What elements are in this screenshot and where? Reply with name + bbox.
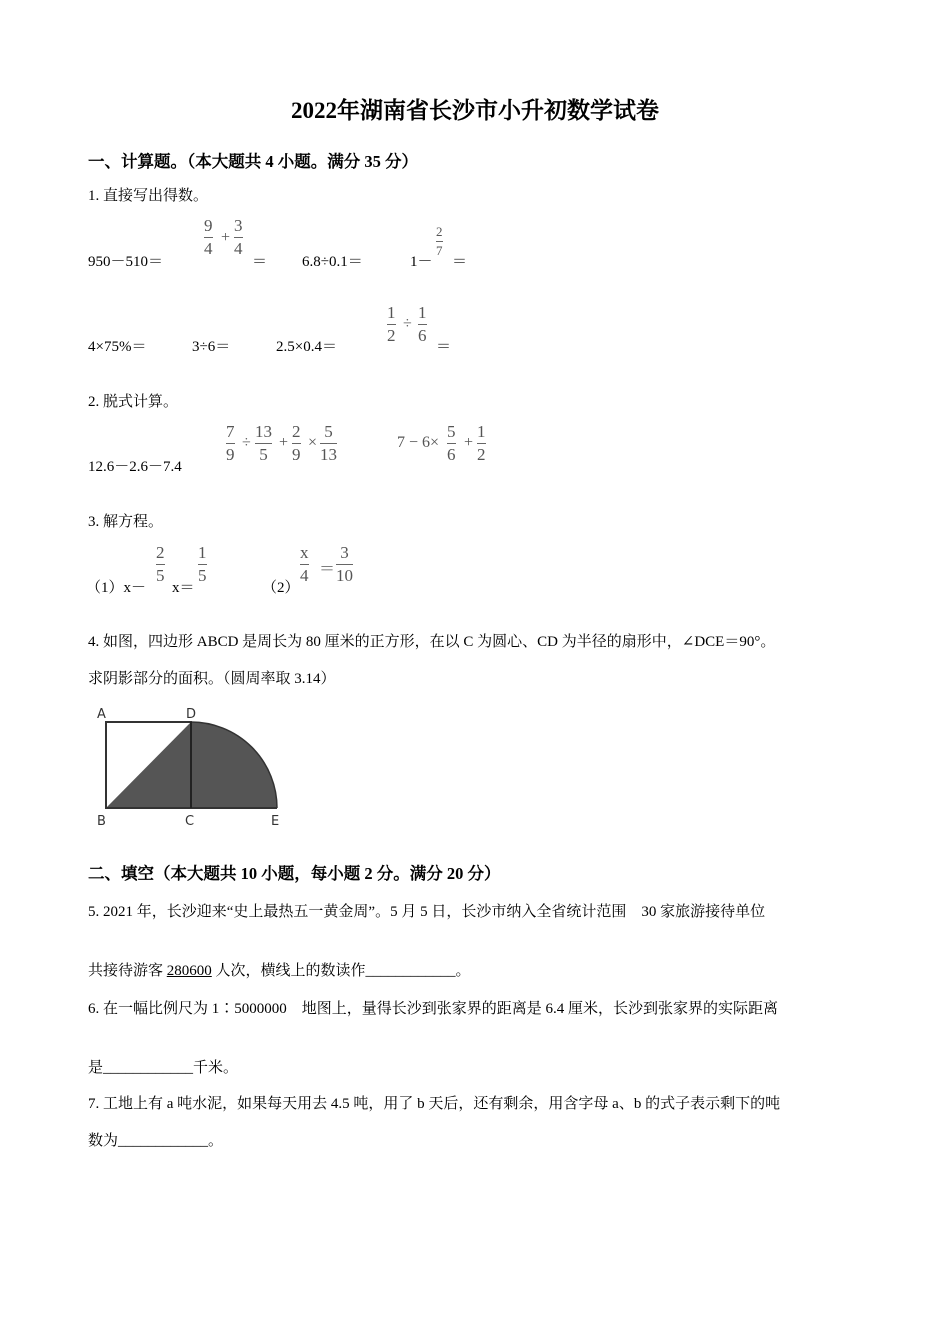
plus-operator: + <box>221 229 231 246</box>
question-6-line-2: 是____________千米。 <box>88 1060 239 1076</box>
fraction-13-5: 13 5 <box>255 422 272 464</box>
page-title: 2022年湖南省长沙市小升初数学试卷 <box>291 98 659 123</box>
label-b: B <box>97 814 106 829</box>
question-4-line-1: 4. 如图，四边形 ABCD 是周长为 80 厘米的正方形，在以 C 为圆心、CD 为半径的扇形中，∠DCE＝90°。 <box>88 634 776 650</box>
question-5-line-1: 5. 2021 年，长沙迎来“史上最热五一黄金周”。5 月 5 日，长沙市纳入全省统计范围 30 家旅游接待单位 <box>88 904 766 920</box>
question-4-line-2: 求阴影部分的面积。（圆周率取 3.14） <box>88 671 336 687</box>
fraction-1-2: 1 2 <box>477 422 486 464</box>
fraction-5-13: 5 13 <box>320 422 337 464</box>
question-7-line-1: 7. 工地上有 a 吨水泥，如果每天用去 4.5 吨，用了 b 天后，还有剩余，用含字母 a、b 的式子表示剩下的吨 <box>88 1096 781 1112</box>
expression-12-6-minus: 12.6－2.6－7.4 <box>88 459 182 475</box>
fraction-1-6: 1 6 <box>418 303 427 345</box>
shaded-triangle <box>106 722 191 808</box>
equals-sign: ＝ <box>436 339 452 355</box>
section-heading-calculation: 一、计算题。（本大题共 4 小题。满分 35 分） <box>88 152 418 171</box>
question-5-line-2 <box>88 959 471 980</box>
fraction-1-2: 1 2 <box>387 303 396 345</box>
label-c: C <box>185 814 195 829</box>
question-3-label: 3. 解方程。 <box>88 514 164 530</box>
equation-2-prefix: （2） <box>262 580 300 596</box>
label-e: E <box>271 814 280 829</box>
expression-6-8-div-0-1: 6.8÷0.1＝ <box>302 254 363 270</box>
fraction-3-4: 3 4 <box>234 216 243 258</box>
fraction-2-5: 2 5 <box>156 543 165 585</box>
equation-1-prefix: （1）x－ <box>86 580 147 596</box>
fraction-3-10: 3 10 <box>336 543 353 585</box>
division-operator: ÷ <box>242 434 251 451</box>
expression-950-minus-510: 950－510＝ <box>88 254 164 270</box>
equation-1-middle: x＝ <box>172 580 195 596</box>
fraction-5-6: 5 6 <box>447 422 456 464</box>
fraction-9-4: 9 4 <box>204 216 213 258</box>
label-a: A <box>97 707 106 722</box>
label-d: D <box>186 707 197 722</box>
question-6-line-1: 6. 在一幅比例尺为 1∶5000000 地图上，量得长沙到张家界的距离是 6.4 厘米，长沙到张家界的实际距离 <box>88 1001 779 1017</box>
fraction-2-7: 2 7 <box>436 224 443 258</box>
fraction-2-9: 2 9 <box>292 422 301 464</box>
shaded-quarter-circle <box>191 722 277 808</box>
question-5-text-post: 人次，横线上的数读作____________。 <box>211 963 471 979</box>
expression-1-minus: 1－ <box>410 254 433 270</box>
fraction-1-5: 1 5 <box>198 543 207 585</box>
plus-operator: + <box>279 434 289 451</box>
equals-sign: ＝ <box>252 254 268 270</box>
fraction-x-4: x 4 <box>300 543 309 585</box>
equals-sign: ＝ <box>452 254 468 270</box>
question-1-label: 1. 直接写出得数。 <box>88 188 209 204</box>
question-2-label: 2. 脱式计算。 <box>88 394 179 410</box>
question-7-line-2: 数为____________。 <box>88 1133 224 1149</box>
fraction-7-9: 7 9 <box>226 422 235 464</box>
expression-3-div-6: 3÷6＝ <box>192 339 231 355</box>
question-5-text-pre: 共接待游客 <box>88 963 167 979</box>
division-operator: ÷ <box>403 315 412 332</box>
plus-operator: + <box>464 434 474 451</box>
expression-4-times-75-percent: 4×75%＝ <box>88 339 147 355</box>
section-heading-fill-in: 二、填空（本大题共 10 小题，每小题 2 分。满分 20 分） <box>88 864 501 883</box>
underlined-number: 280600 <box>166 963 212 979</box>
times-operator: × <box>308 434 318 451</box>
expression-7-minus-6-times: 7 − 6× <box>397 434 440 451</box>
geometry-figure <box>90 700 300 835</box>
equals-sign: ＝ <box>319 561 336 578</box>
expression-2-5-times-0-4: 2.5×0.4＝ <box>276 339 337 355</box>
